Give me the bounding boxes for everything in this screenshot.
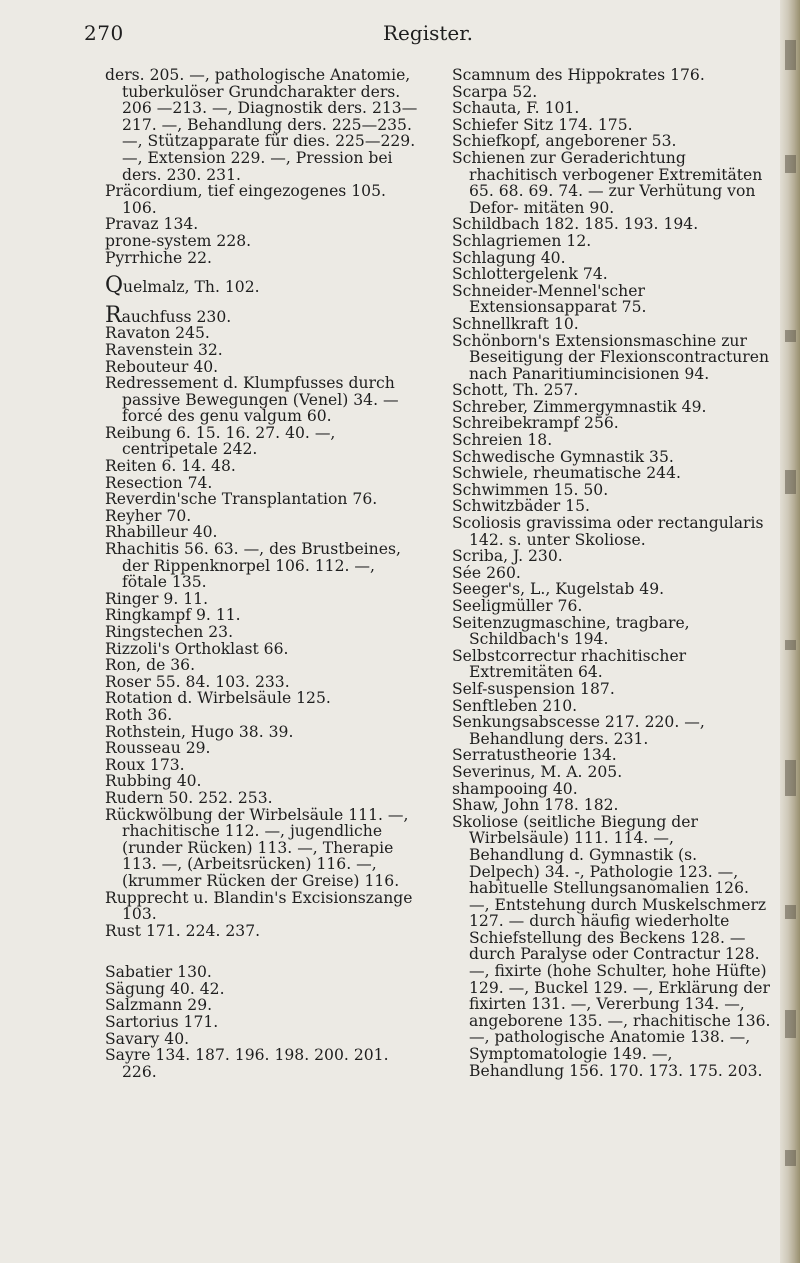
index-entry (452, 150, 772, 216)
index-entry-text: Sägung 40. 42. (105, 979, 225, 998)
index-entry (452, 515, 772, 548)
index-entry-text: auchfuss 230. (121, 307, 232, 326)
index-entry (105, 216, 421, 233)
index-entry (105, 1014, 421, 1031)
index-entry (452, 482, 772, 499)
index-entry (452, 283, 772, 316)
index-entry (452, 266, 772, 283)
index-entry (452, 250, 772, 267)
index-entry (105, 773, 421, 790)
index-entry (105, 591, 421, 608)
index-entry-text: Sartorius 171. (105, 1013, 219, 1032)
index-entry-text: Ravenstein 32. (105, 340, 223, 359)
index-entry-text: Savary 40. (105, 1029, 190, 1048)
index-entry-text: Schildbach 182. 185. 193. 194. (452, 215, 699, 234)
index-entry (452, 565, 772, 582)
index-entry-text: ders. 205. —, pathologische Anatomie, tuberkulöser Grundcharakter ders. 206 —213. —, Diagnostik ders. 213—217. —, Behandlung ders. 225—235. —, Stützapparate für dies. 225—229. —, Extension 229. —, Pression bei ders. 230. 231. (105, 66, 418, 184)
index-entry (452, 415, 772, 432)
index-entry-text: Rothstein, Hugo 38. 39. (105, 722, 294, 741)
index-entry-text: Reiten 6. 14. 48. (105, 457, 236, 476)
index-entry (452, 316, 772, 333)
index-entry (105, 458, 421, 475)
index-entry-text: Skoliose (seitliche Biegung der Wirbelsäule) 111. 114. —, Behandlung d. Gymnastik (s. Delpech) 34. -, Pathologie 123. —, habituelle Stellungsanomalien 126. —, Entstehung durch Muskelschmerz 127. — durch häufig wiederholte Schiefstellung des Beckens 128. — durch Paralyse oder Contractur 128. —, fixirte (hohe Schulter, hohe Hüfte) 129. —, Buckel 129. —, Erklärung der fixirten 131. —, Vererbung 134. —, angeborene 135. —, rhachitische 136. —, pathologische Anatomie 138. —, Symptomatologie 149. —, Behandlung 156. 170. 173. 175. 203. (452, 812, 771, 1080)
index-entry (105, 325, 421, 342)
index-entry-text: Schiefer Sitz 174. 175. (452, 115, 633, 134)
index-entry (105, 657, 421, 674)
index-entry (105, 475, 421, 492)
index-entry (452, 382, 772, 399)
index-entry-text: Reverdin'sche Transplantation 76. (105, 490, 378, 509)
index-entry (452, 449, 772, 466)
index-column-left (105, 67, 421, 1080)
index-entry-text: Schiefkopf, angeborener 53. (452, 132, 677, 151)
index-entry-text: Selbstcorrectur rhachitischer Extremitäten 64. (452, 646, 687, 682)
index-entry (452, 781, 772, 798)
index-entry (452, 100, 772, 117)
index-entry (105, 707, 421, 724)
index-entry (452, 84, 772, 101)
index-entry (105, 981, 421, 998)
index-entry (105, 67, 421, 183)
index-entry (105, 302, 421, 328)
index-entry (105, 724, 421, 741)
index-entry-text: Redressement d. Klumpfusses durch passive Bewegungen (Venel) 34. — forcé des genu valgum 60. (105, 374, 399, 426)
index-entry (452, 133, 772, 150)
index-entry-text: Schlottergelenk 74. (452, 265, 608, 284)
index-entry (105, 541, 421, 591)
index-entry (452, 764, 772, 781)
index-entry (105, 790, 421, 807)
index-entry-text: shampooing 40. (452, 779, 578, 798)
index-entry-text: Rotation d. Wirbelsäule 125. (105, 689, 331, 708)
index-entry (452, 698, 772, 715)
index-entry-text: Reyher 70. (105, 506, 192, 525)
index-entry-text: Reibung 6. 15. 16. 27. 40. —, centripetale 242. (105, 423, 336, 459)
index-entry (105, 964, 421, 981)
index-entry (452, 233, 772, 250)
index-entry-text: Senkungsabscesse 217. 220. —, Behandlung ders. 231. (452, 713, 705, 748)
index-entry (105, 1047, 421, 1080)
index-entry-text: Senftleben 210. (452, 696, 578, 715)
index-entry-text: Pravaz 134. (105, 215, 199, 234)
index-entry-text: Resection 74. (105, 473, 213, 492)
index-entry-text: Schnellkraft 10. (452, 314, 579, 333)
index-entry (452, 548, 772, 565)
index-entry (105, 997, 421, 1014)
section-initial: Q (105, 273, 124, 299)
index-entry-text: Schreien 18. (452, 431, 553, 450)
index-column-right (452, 67, 772, 1079)
index-entry-text: Self-suspension 187. (452, 679, 615, 698)
index-entry-text: Schneider-Mennel'scher Extensionsapparat 75. (452, 281, 647, 317)
index-entry (452, 814, 772, 1080)
index-entry (452, 216, 772, 233)
index-entry (105, 674, 421, 691)
index-entry-text: Rubbing 40. (105, 772, 202, 791)
index-entry-text: Ringer 9. 11. (105, 589, 209, 608)
section-gap (105, 266, 421, 278)
index-entry-text: Präcordium, tief eingezogenes 105. 106. (105, 182, 386, 217)
index-entry (105, 624, 421, 641)
index-entry-text: Pyrrhiche 22. (105, 248, 213, 267)
index-entry (105, 690, 421, 707)
index-entry-text: Seitenzugmaschine, tragbare, Schildbach's 194. (452, 613, 690, 649)
index-entry (105, 740, 421, 757)
section-gap (105, 939, 421, 964)
index-entry-text: Scriba, J. 230. (452, 547, 563, 566)
index-entry-text: Roth 36. (105, 705, 173, 724)
index-entry-text: Rousseau 29. (105, 739, 211, 758)
index-entry-text: Scoliosis gravissima oder rectangularis 142. s. unter Skoliose. (452, 514, 764, 549)
index-entry-text: Schwitzbäder 15. (452, 497, 590, 516)
index-entry-text: uelmalz, Th. 102. (123, 278, 260, 297)
index-entry-text: Shaw, John 178. 182. (452, 796, 619, 815)
index-entry-text: Schreber, Zimmergymnastik 49. (452, 397, 707, 416)
index-entry (105, 491, 421, 508)
section-initial: R (105, 302, 122, 328)
index-entry (452, 714, 772, 747)
index-entry-text: Severinus, M. A. 205. (452, 762, 623, 781)
index-entry (452, 648, 772, 681)
index-entry-text: Schlagung 40. (452, 248, 566, 267)
index-entry-text: Seeger's, L., Kugelstab 49. (452, 580, 665, 599)
index-entry (105, 233, 421, 250)
index-entry-text: Seeligmüller 76. (452, 597, 583, 615)
index-entry (452, 399, 772, 416)
index-entry (105, 273, 421, 299)
index-entry (452, 747, 772, 764)
index-entry (105, 1031, 421, 1048)
index-entry-text: Schreibekrampf 256. (452, 414, 619, 433)
index-entry-text: Salzmann 29. (105, 996, 213, 1015)
section-gap (105, 296, 421, 308)
index-entry (452, 333, 772, 383)
index-entry (105, 923, 421, 940)
index-entry (452, 615, 772, 648)
index-entry-text: Schwedische Gymnastik 35. (452, 447, 674, 466)
index-entry (452, 598, 772, 615)
index-entry-text: Ringkampf 9. 11. (105, 606, 241, 625)
index-entry-text: Schwimmen 15. 50. (452, 480, 609, 499)
index-entry (452, 432, 772, 449)
running-title: Register. (383, 21, 473, 45)
index-entry-text: Schlagriemen 12. (452, 231, 592, 250)
index-entry-text: Rhabilleur 40. (105, 523, 218, 542)
index-entry (105, 425, 421, 458)
index-entry-text: Schönborn's Extensionsmaschine zur Beseitigung der Flexionscontracturen nach Panaritiumincisionen 94. (452, 331, 769, 383)
index-entry-text: Rupprecht u. Blandin's Excisionszange 103. (105, 888, 413, 924)
index-entry-text: Rhachitis 56. 63. —, des Brustbeines, der Rippenknorpel 106. 112. —, fötale 135. (105, 540, 401, 592)
page-number: 270 (84, 21, 124, 45)
index-entry (452, 498, 772, 515)
index-entry-text: Schwiele, rheumatische 244. (452, 464, 681, 483)
index-entry (105, 342, 421, 359)
index-entry-text: Rizzoli's Orthoklast 66. (105, 639, 289, 658)
index-entry (105, 524, 421, 541)
index-entry-text: Schott, Th. 257. (452, 381, 579, 400)
index-entry (105, 359, 421, 376)
index-entry-text: Rust 171. 224. 237. (105, 921, 261, 940)
index-entry (105, 807, 421, 890)
index-entry-text: Rebouteur 40. (105, 357, 219, 376)
index-entry (452, 465, 772, 482)
index-entry (105, 375, 421, 425)
index-entry (105, 757, 421, 774)
index-entry (452, 117, 772, 134)
index-entry-text: Sabatier 130. (105, 963, 212, 982)
index-entry-text: prone-system 228. (105, 231, 252, 250)
index-entry (452, 681, 772, 698)
index-entry (452, 67, 772, 84)
index-entry-text: Schienen zur Geraderichtung rhachitisch verbogener Extremitäten 65. 68. 69. 74. — zur Verhütung von Defor- mitäten 90. (452, 148, 763, 217)
index-entry-text: Schauta, F. 101. (452, 99, 580, 118)
index-entry (452, 797, 772, 814)
index-entry (105, 250, 421, 267)
index-entry-text: Serratustheorie 134. (452, 746, 617, 765)
index-entry-text: Sayre 134. 187. 196. 198. 200. 201. 226. (105, 1046, 389, 1081)
index-entry-text: Ravaton 245. (105, 324, 210, 343)
index-entry (105, 890, 421, 923)
page-edge (780, 0, 800, 1263)
index-entry-text: Roser 55. 84. 103. 233. (105, 672, 290, 691)
index-entry (105, 183, 421, 216)
index-entry-text: Scamnum des Hippokrates 176. (452, 66, 705, 84)
index-entry-text: Scarpa 52. (452, 82, 538, 101)
index-entry (105, 508, 421, 525)
page-header (0, 21, 780, 51)
index-entry-text: Rudern 50. 252. 253. (105, 788, 273, 807)
index-entry-text: Sée 260. (452, 563, 521, 582)
index-entry (105, 607, 421, 624)
index-entry (452, 581, 772, 598)
index-entry-text: Rückwölbung der Wirbelsäule 111. —, rhachitische 112. —, jugendliche (runder Rücken) 113. —, Therapie 113. —, (Arbeitsrücken) 116. —, (krummer Rücken der Greise) 116. (105, 805, 409, 890)
index-entry-text: Roux 173. (105, 755, 185, 774)
index-entry (105, 641, 421, 658)
index-entry-text: Ringstechen 23. (105, 623, 234, 641)
index-entry-text: Ron, de 36. (105, 656, 196, 675)
